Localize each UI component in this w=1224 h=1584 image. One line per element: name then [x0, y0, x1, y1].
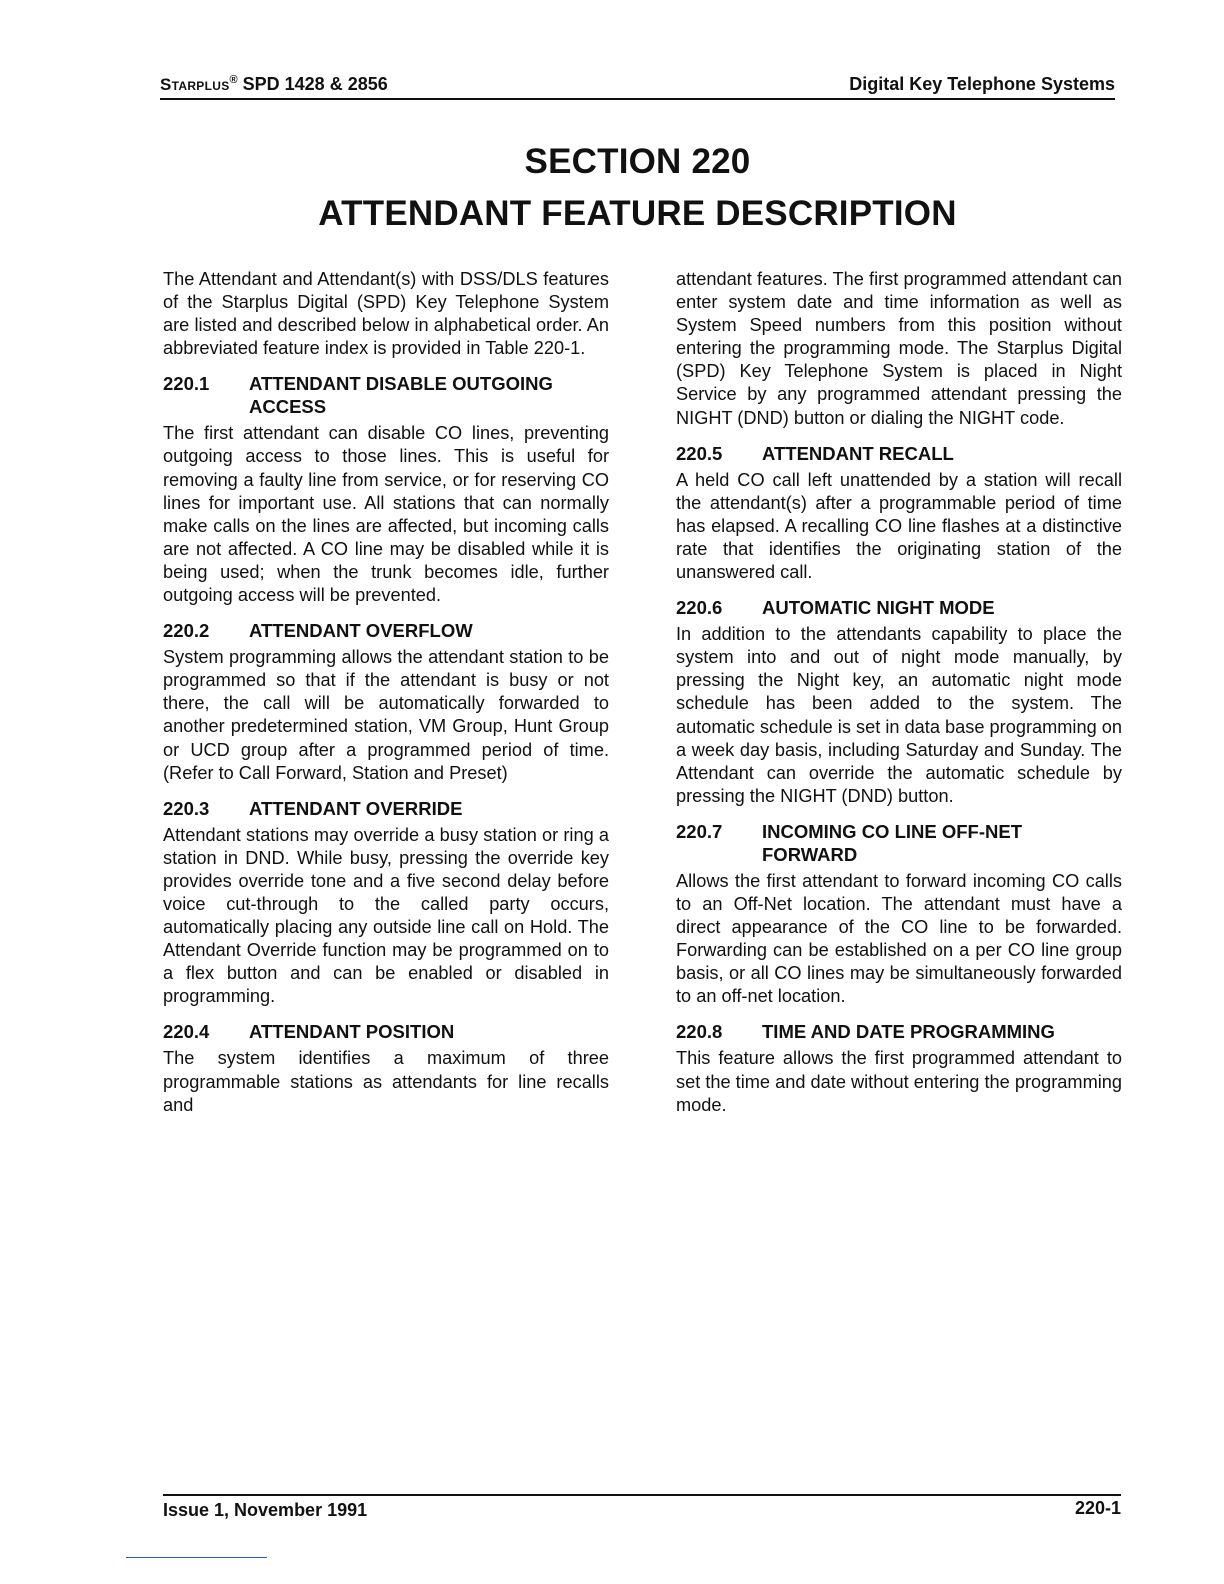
right-column: [676, 268, 1122, 1129]
header-right: Digital Key Telephone Systems: [849, 74, 1115, 94]
section-heading: [163, 1020, 609, 1043]
section-title-text: INCOMING CO LINE OFF-NET FORWARD: [762, 820, 1023, 865]
header-brand: Starplus: [160, 75, 230, 94]
section-body: In addition to the attendants capability to place the system into and out of night mode manually, by pressing the Night key, an automatic night mode schedule has been added to the system. The automatic schedule is set in data base programming on a week day basis, including Saturday and Sunday. The Attendant can override the automatic schedule by pressing the NIGHT (DND) button.: [676, 624, 1122, 806]
section-body: Attendant stations may override a busy station or ring a station in DND. While busy, pressing the override key provides override tone and a five second delay before voice cut-through to the called party occurs, automatically placing any outside line call on Hold. The Attendant Override function may be programmed on to a flex button and can be enabled or disabled in programming.: [163, 824, 609, 1007]
left-column: [163, 268, 609, 1129]
section-number: 220.6: [676, 597, 723, 619]
section-number: 220.3: [163, 797, 210, 819]
section-body: The system identifies a maximum of three programmable stations as attendants for line recalls and: [163, 1048, 609, 1115]
section-heading: [676, 596, 1122, 619]
section-heading: [676, 442, 1122, 465]
section-number: 220.1: [163, 373, 210, 395]
section-title-text: ATTENDANT OVERRIDE: [249, 797, 463, 819]
header-product: [160, 74, 388, 95]
section-title-text: ATTENDANT OVERFLOW: [249, 620, 473, 642]
section-heading: [163, 372, 609, 418]
section-title-text: AUTOMATIC NIGHT MODE: [762, 597, 995, 619]
section-title-text: ATTENDANT RECALL: [762, 442, 954, 464]
section-number: 220.5: [676, 442, 723, 464]
section-heading: [676, 820, 1122, 866]
section-body: The first attendant can disable CO lines, preventing outgoing access to those lines. This is useful for removing a faulty line from service, or for reserving CO lines for important use. All stations that can normally make calls on the lines are affected, but incoming calls are not affected. A CO line may be disabled while it is being used; when the trunk becomes idle, further outgoing access will be prevented.: [163, 423, 609, 606]
section-title: ATTENDANT FEATURE DESCRIPTION: [318, 194, 957, 233]
scan-artifact-line: [126, 1557, 267, 1558]
registered-mark: ®: [229, 74, 238, 86]
section-title-text: TIME AND DATE PROGRAMMING: [762, 1021, 1055, 1043]
page-footer: [163, 1494, 1121, 1526]
section-heading: [163, 619, 609, 642]
header-model: SPD 1428 & 2856: [242, 74, 388, 94]
section-number: 220.8: [676, 1021, 723, 1043]
page-header: [160, 72, 1115, 100]
section-heading: [676, 1020, 1122, 1043]
section-body: A held CO call left unattended by a station will recall the attendant(s) after a programmable period of time has elapsed. A recalling CO line flashes at a distinctive rate that identifies the originating station of the unanswered call.: [676, 469, 1122, 583]
section-body: This feature allows the first programmed attendant to set the time and date without entering the programming mode.: [676, 1048, 1122, 1115]
intro-paragraph: The Attendant and Attendant(s) with DSS/DLS features of the Starplus Digital (SPD) Key Telephone System are listed and described below in alphabetical order. An abbreviated feature index is provided in Table 220-1.: [163, 269, 609, 359]
section-number: 220.4: [163, 1021, 210, 1043]
section-body: System programming allows the attendant station to be programmed so that if the attendant is busy or not there, the call will be automatically forwarded to another predetermined station, VM Group, Hunt Group or UCD group after a programmed period of time. (Refer to Call Forward, Station and Preset): [163, 647, 609, 783]
section-number: 220.7: [676, 820, 723, 842]
section-body: Allows the first attendant to forward incoming CO calls to an Off-Net location. The attendant must have a direct appearance of the CO line to be forwarded. Forwarding can be established on a per CO line group basis, or all CO lines may be simultaneously forwarded to an off-net location.: [676, 870, 1122, 1007]
section-title-text: ATTENDANT DISABLE OUTGOING ACCESS: [249, 373, 553, 418]
section-number: 220.2: [163, 620, 210, 642]
page-number: 220-1: [1074, 1498, 1121, 1518]
footer-issue: Issue 1, November 1991: [163, 1500, 368, 1520]
section-title-text: ATTENDANT POSITION: [249, 1021, 455, 1043]
section-heading: [163, 797, 609, 820]
continued-paragraph: attendant features. The first programmed attendant can enter system date and time information as well as System Speed numbers from this position without entering the programming mode. The Starplus Digital (SPD) Key Telephone System is placed in Night Service by any programmed attendant pressing the NIGHT (DND) button or dialing the NIGHT code.: [676, 269, 1122, 428]
section-number-title: SECTION 220: [524, 142, 751, 181]
